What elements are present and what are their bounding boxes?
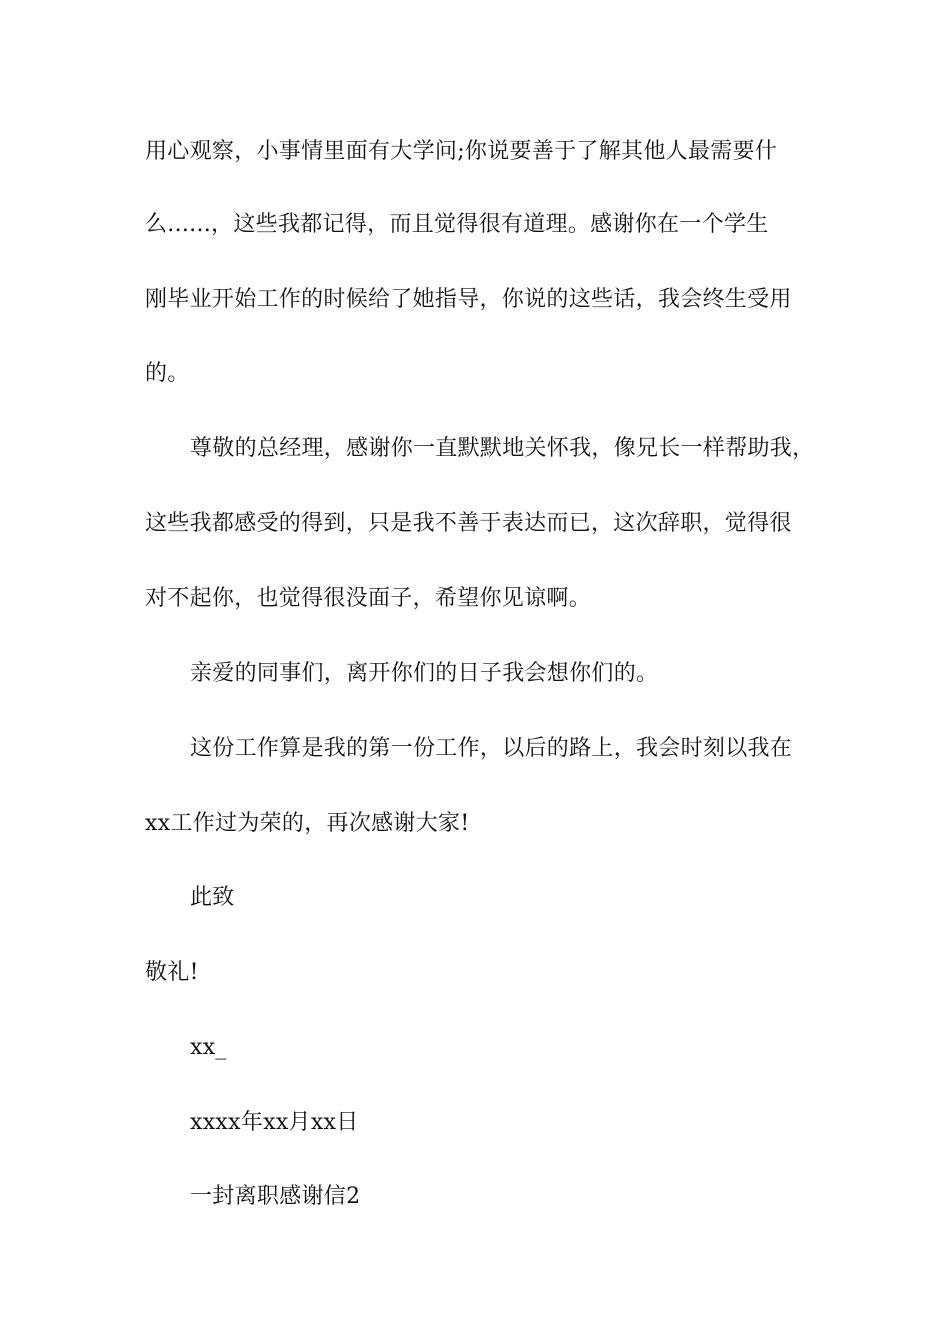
paragraph-line: 么......，这些我都记得，而且觉得很有道理。感谢你在一个学生 [145,212,769,237]
section-title: 一封离职感谢信2 [190,1184,361,1209]
paragraph-line: 这份工作算是我的第一份工作，以后的路上，我会时刻以我在 [190,736,793,761]
paragraph-line: 这些我都感受的得到，只是我不善于表达而已，这次辞职，觉得很 [145,511,792,536]
paragraph-line: 刚毕业开始工作的时候给了她指导，你说的这些话，我会终生受用 [145,287,792,312]
date-line: xxxx年xx月xx日 [190,1110,359,1135]
closing-respect: 敬礼! [145,960,199,985]
paragraph-line: 用心观察，小事情里面有大学问;你说要善于了解其他人最需要什 [145,139,778,164]
closing-salutation: 此致 [190,885,235,910]
paragraph-line: 的。 [145,361,190,386]
paragraph-line: 对不起你，也觉得很没面子，希望你见谅啊。 [145,586,592,611]
paragraph-line: 尊敬的总经理，感谢你一直默默地关怀我，像兄长一样帮助我， [190,436,815,461]
paragraph-line: xx工作过为荣的，再次感谢大家! [145,811,470,836]
signature: xx_ [190,1035,227,1060]
paragraph-line: 亲爱的同事们，离开你们的日子我会想你们的。 [190,661,659,686]
